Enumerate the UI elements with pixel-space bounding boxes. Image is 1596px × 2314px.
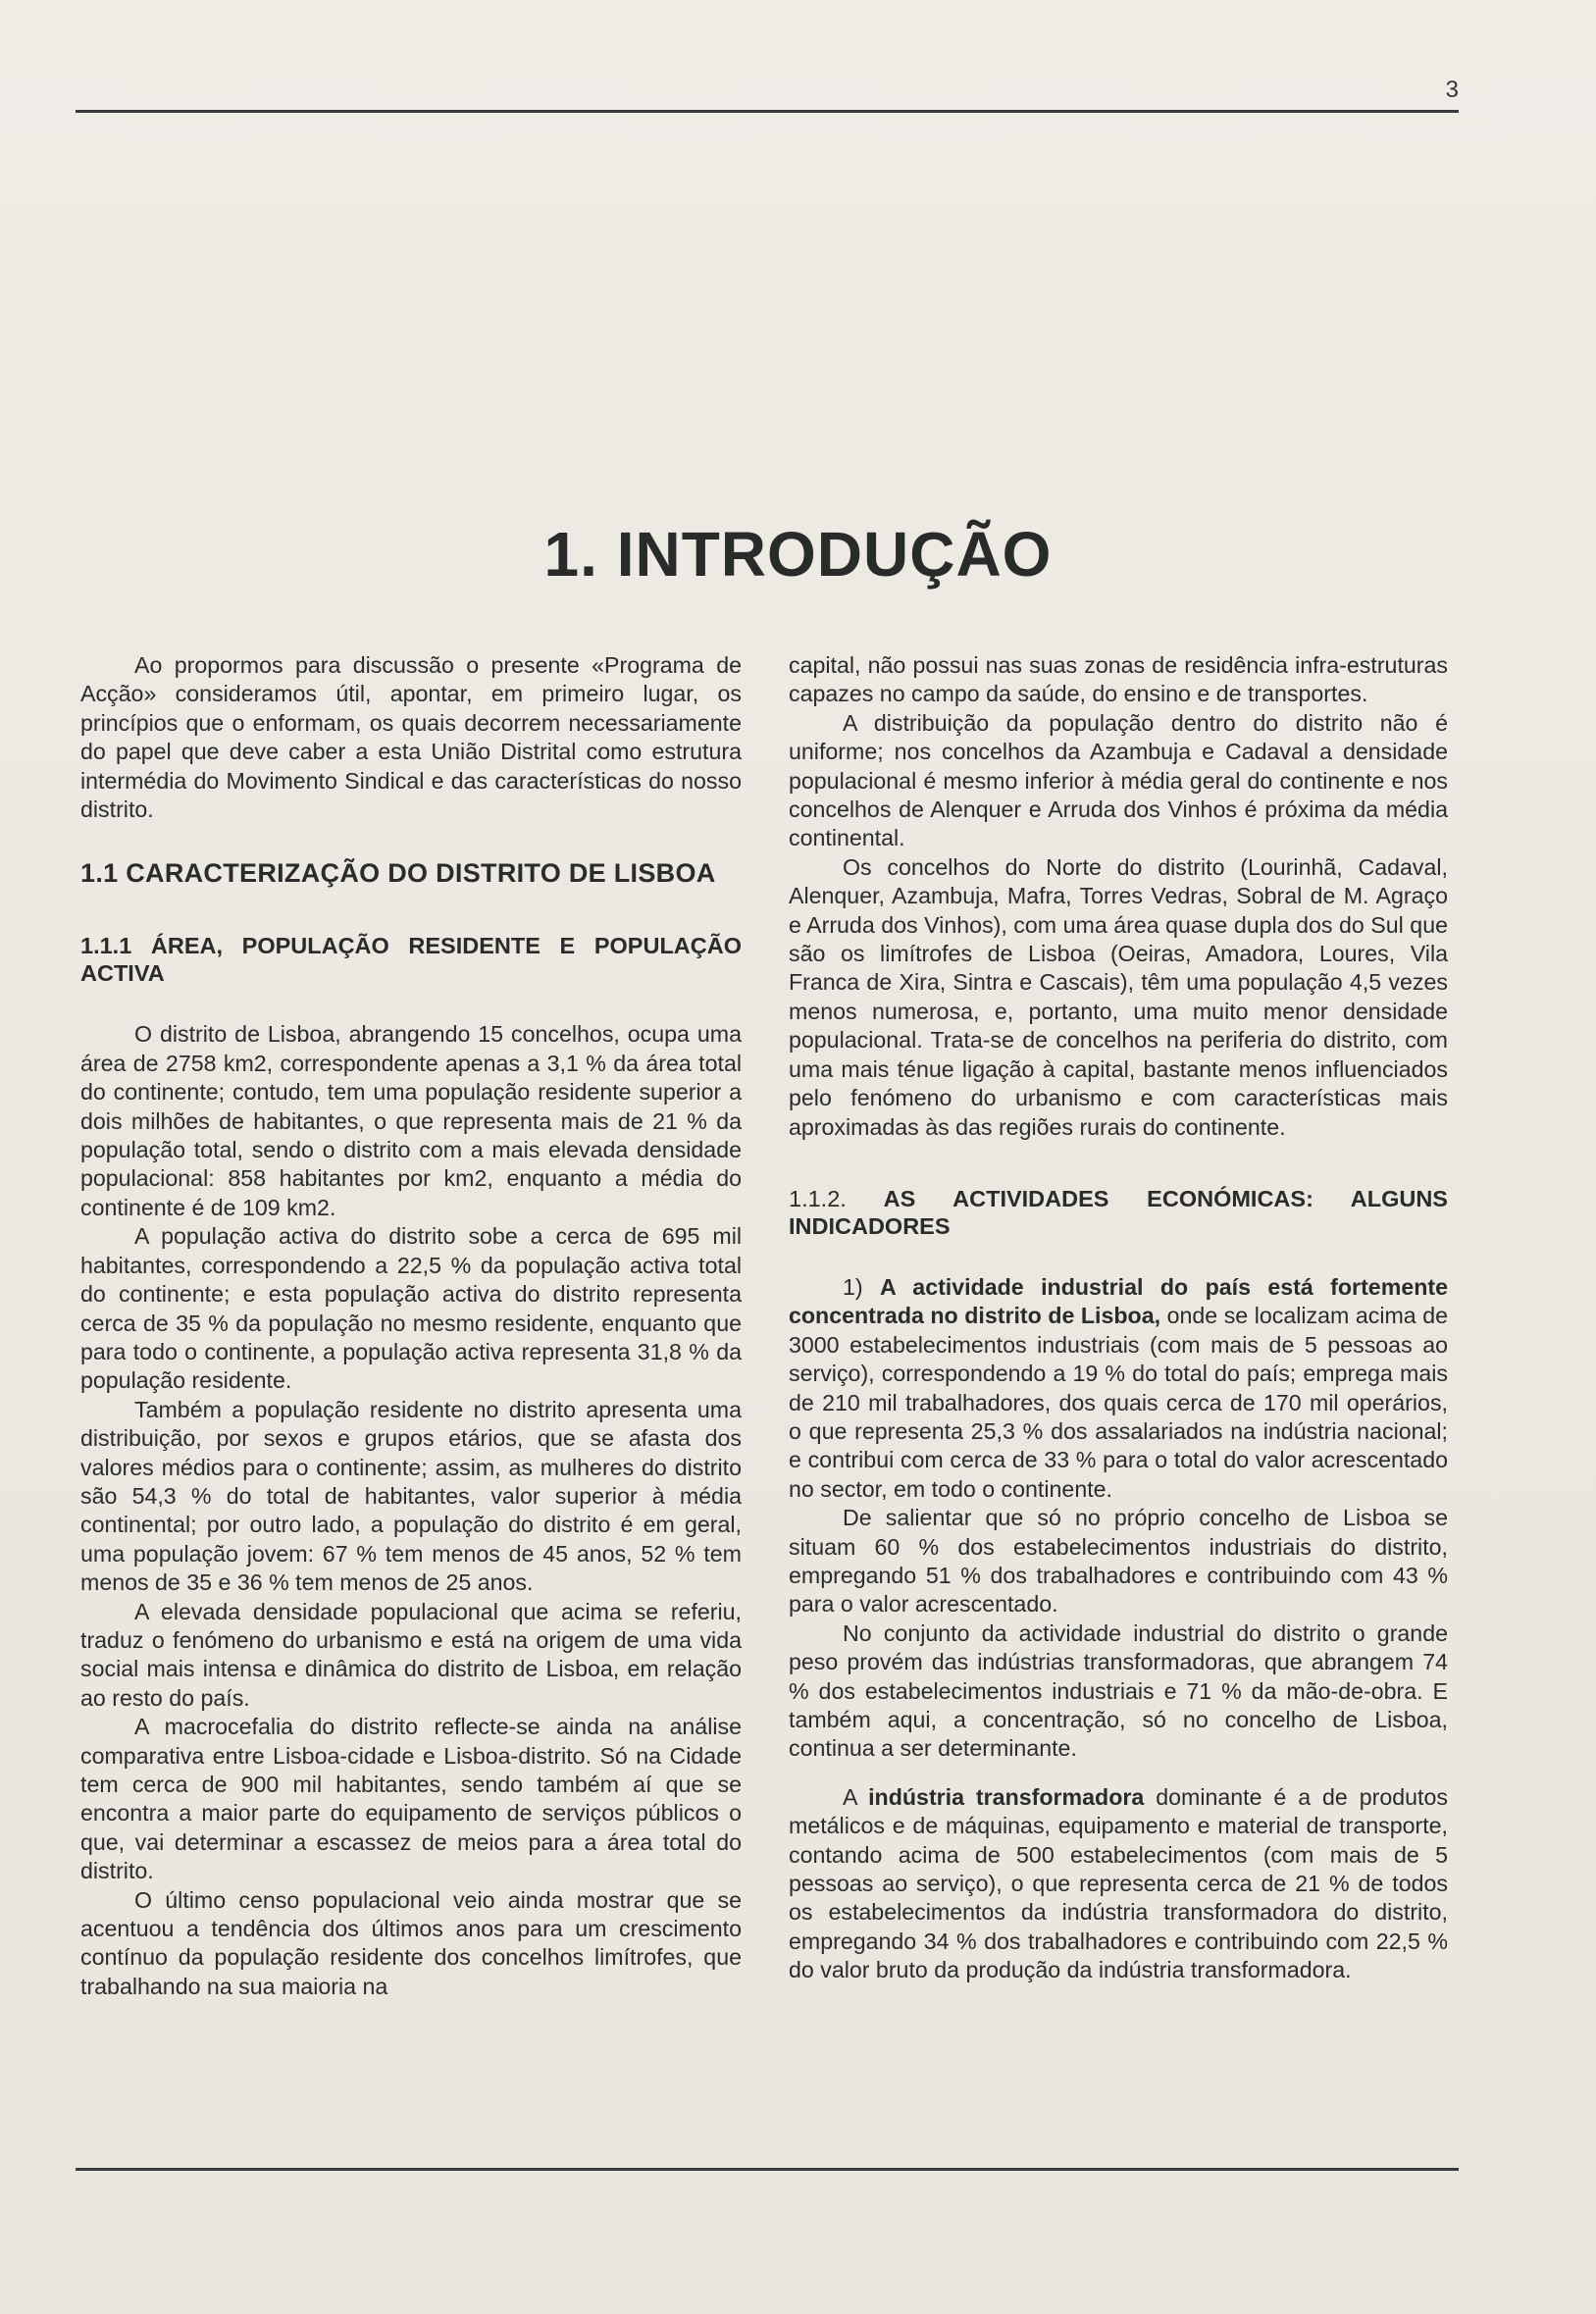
paragraph: A população activa do distrito sobe a cerca de 695 mil habitantes, correspondendo a 22,5 % da população activa total do continente; e esta população activa do distrito representa cerca de 35 % da população no mesmo residente, enquanto que para todo o continente, a população activa representa 31,8 % da população residente. [80, 1223, 742, 1394]
paragraph: A distribuição da população dentro do distrito não é uniforme; nos concelhos da Azambuja e Cadaval a densidade populacional é mesmo inferior à média geral do continente e nos concelhos de Alenquer e Arruda dos Vinhos é próxima da média continental. [789, 709, 1448, 851]
section-heading: 1.1 CARACTERIZAÇÃO DO DISTRITO DE LISBOA [80, 858, 716, 889]
subsection-number: 1.1.2. [789, 1185, 847, 1211]
paragraph-continued: capital, não possui nas suas zonas de residência infra-estruturas capazes no campo da saúde, do ensino e de transportes. [789, 652, 1448, 707]
chapter-title: 1. INTRODUÇÃO [543, 519, 1053, 590]
paragraph-lead: A [843, 1783, 869, 1810]
paragraph: Também a população residente no distrito apresenta uma distribuição, por sexos e grupos etários, que se afasta dos valores médios para o continente; assim, as mulheres do distrito são 54,3 % do total de habitantes, valor superior à média continental; por outro lado, a população do distrito é em geral, uma população jovem: 67 % tem menos de 45 anos, 52 % tem menos de 35 e 36 % tem menos de 25 anos. [80, 1396, 742, 1596]
subsection-heading-economy [789, 1185, 1448, 1240]
paragraph: No conjunto da actividade industrial do distrito o grande peso provém das indústrias transformadoras, que abrangem 74 % dos estabelecimentos industriais e 71 % da mão-de-obra. E também aqui, a concentração, só no concelho de Lisboa, continua a ser determinante. [789, 1620, 1448, 1762]
paragraph [789, 1273, 1448, 1504]
left-column [80, 651, 742, 2001]
emphasis-text: A actividade industrial do país está fortemente concentrada no distrito de Lisboa, [789, 1273, 1448, 1329]
right-column [789, 651, 1448, 1985]
paragraph-body: onde se localizam acima de 3000 estabelecimentos industriais (com mais de 5 pessoas ao serviço), correspondendo a 19 % do total do país; emprega mais de 210 mil trabalhadores, dos quais cerca de 170 mil operários, o que representa 25,3 % dos assalariados na indústria nacional; e contribui com cerca de 33 % para o total do valor acrescentado no sector, em todo o continente. [789, 1303, 1449, 1502]
top-rule [76, 110, 1459, 113]
paragraph: O distrito de Lisboa, abrangendo 15 concelhos, ocupa uma área de 2758 km2, correspondente apenas a 3,1 % da área total do continente; contudo, tem uma população residente superior a dois milhões de habitantes, o que representa mais de 21 % da população total, sendo o distrito com a mais elevada densidade populacional: 858 habitantes por km2, enquanto a média do continente é de 109 km2. [80, 1021, 742, 1220]
emphasis-text: indústria transformadora [868, 1783, 1145, 1810]
paragraph: A macrocefalia do distrito reflecte-se ainda na análise comparativa entre Lisboa-cidade e Lisboa-distrito. Só na Cidade tem cerca de 900 mil habitantes, sendo também aí que se encontra a maior parte do equipamento de serviços públicos o que, vai determinar a escassez de meios para a área total do distrito. [80, 1714, 742, 1884]
bottom-rule [76, 2168, 1459, 2171]
subsection-title: AS ACTIVIDADES ECONÓMICAS: ALGUNS INDICADORES [789, 1185, 1448, 1239]
paragraph: A elevada densidade populacional que acima se referiu, traduz o fenómeno do urbanismo e está na origem de uma vida social mais intensa e dinâmica do distrito de Lisboa, em relação ao resto do país. [80, 1598, 742, 1711]
paragraph-lead: 1) [843, 1273, 881, 1300]
paragraph [789, 1783, 1448, 1985]
paragraph: Os concelhos do Norte do distrito (Lourinhã, Cadaval, Alenquer, Azambuja, Mafra, Torres Vedras, Sobral de M. Agraço e Arruda dos Vinhos), com uma área quase dupla dos do Sul que são os limítrofes de Lisboa (Oeiras, Amadora, Loures, Vila Franca de Xira, Sintra e Cascais), têm uma população 4,5 vezes menos numerosa, e, portanto, uma muito menor densidade populacional. Trata-se de concelhos na periferia do distrito, com uma mais ténue ligação à capital, bastante menos influenciados pelo fenómeno do urbanismo e com características mais aproximadas às das regiões rurais do continente. [789, 853, 1448, 1140]
page-number: 3 [1445, 77, 1459, 103]
subsection-heading-area: 1.1.1 ÁREA, POPULAÇÃO RESIDENTE E POPULAÇÃO ACTIVA [80, 933, 742, 987]
intro-paragraph: Ao propormos para discussão o presente «Programa de Acção» consideramos útil, apontar, em primeiro lugar, os princípios que o enformam, os quais decorrem necessariamente do papel que deve caber a esta União Distrital como estrutura intermédia do Movimento Sindical e das características do nosso distrito. [80, 652, 742, 823]
paragraph: De salientar que só no próprio concelho de Lisboa se situam 60 % dos estabelecimentos industriais do distrito, empregando 51 % dos trabalhadores e contribuindo com 43 % para o valor acrescentado. [789, 1505, 1448, 1618]
paragraph-body: dominante é a de produtos metálicos e de máquinas, equipamento e material de transporte, contando acima de 500 estabelecimentos (com mais de 5 pessoas ao serviço), o que representa cerca de 21 % de todos os estabelecimentos da indústria transformadora do distrito, empregando 34 % dos trabalhadores e contribuindo com 22,5 % do valor bruto da produção da indústria transformadora. [789, 1783, 1448, 1983]
paragraph: O último censo populacional veio ainda mostrar que se acentuou a tendência dos últimos anos para um crescimento contínuo da população residente dos concelhos limítrofes, que trabalhando na sua maioria na [80, 1886, 742, 1999]
